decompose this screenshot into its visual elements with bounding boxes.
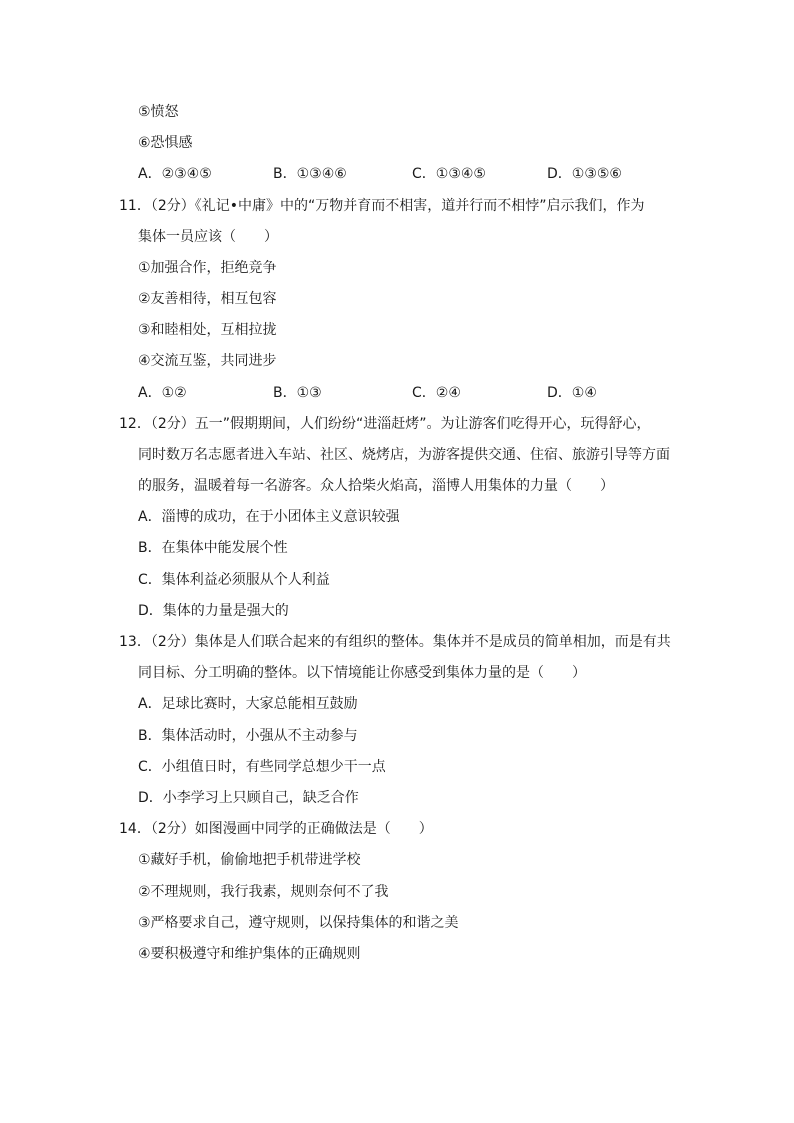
q13-stem-line-2: 同目标、分工明确的整体。以下情境能让你感受到集体力量的是（ ） bbox=[138, 665, 586, 681]
q10-option-b: B．①③④⑥ bbox=[273, 166, 347, 182]
q12-option-d: D．集体的力量是强大的 bbox=[138, 603, 289, 619]
q12-stem-line-1: 12．（2分）五一”假期期间，人们纷纷“进淄赶烤”。为让游客们吃得开心，玩得舒心， bbox=[119, 416, 651, 432]
q11-option-b: B．①③ bbox=[273, 385, 322, 401]
q11-stem-line-1: 11．（2分）《礼记•中庸》中的“万物并育而不相害，道并行而不相悖”启示我们，作为 bbox=[119, 198, 645, 214]
q12-stem-line-2: 同时数万名志愿者进入车站、社区、烧烤店，为游客提供交通、住宿、旅游引导等方面 bbox=[138, 447, 670, 463]
q10-option-c: C．①③④⑤ bbox=[412, 166, 486, 182]
q10-item-6: ⑥恐惧感 bbox=[138, 135, 193, 151]
q14-item-4: ④要积极遵守和维护集体的正确规则 bbox=[138, 946, 361, 962]
q11-stem-line-2: 集体一员应该（ ） bbox=[138, 229, 278, 245]
q13-option-c: C．小组值日时，有些同学总想少干一点 bbox=[138, 759, 386, 775]
q14-item-3: ③严格要求自己，遵守规则，以保持集体的和谐之美 bbox=[138, 915, 459, 931]
q11-item-1: ①加强合作，拒绝竞争 bbox=[138, 260, 277, 276]
q11-option-d: D．①④ bbox=[547, 385, 597, 401]
q13-stem-line-1: 13．（2分）集体是人们联合起来的有组织的整体。集体并不是成员的简单相加，而是有共 bbox=[119, 634, 671, 650]
q14-item-2: ②不理规则，我行我素，规则奈何不了我 bbox=[138, 884, 389, 900]
q13-option-b: B．集体活动时，小强从不主动参与 bbox=[138, 728, 358, 744]
q11-item-3: ③和睦相处，互相拉拢 bbox=[138, 322, 277, 338]
q12-stem-line-3: 的服务，温暖着每一名游客。众人拾柴火焰高，淄博人用集体的力量（ ） bbox=[138, 478, 614, 494]
q14-stem-line-1: 14．（2分）如图漫画中同学的正确做法是（ ） bbox=[119, 821, 433, 837]
q14-item-1: ①藏好手机，偷偷地把手机带进学校 bbox=[138, 852, 361, 868]
q12-option-c: C．集体利益必须服从个人利益 bbox=[138, 572, 330, 588]
q10-option-d: D．①③⑤⑥ bbox=[547, 166, 622, 182]
q11-item-4: ④交流互鉴，共同进步 bbox=[138, 353, 277, 369]
q11-option-a: A．①② bbox=[138, 385, 187, 401]
q13-option-a: A．足球比赛时，大家总能相互鼓励 bbox=[138, 696, 358, 712]
q13-option-d: D．小李学习上只顾自己，缺乏合作 bbox=[138, 790, 359, 806]
q10-option-a: A．②③④⑤ bbox=[138, 166, 212, 182]
q11-item-2: ②友善相待，相互包容 bbox=[138, 291, 277, 307]
q11-option-c: C．②④ bbox=[412, 385, 461, 401]
q10-item-5: ⑤愤怒 bbox=[138, 104, 179, 120]
q12-option-a: A．淄博的成功，在于小团体主义意识较强 bbox=[138, 509, 400, 525]
q12-option-b: B．在集体中能发展个性 bbox=[138, 540, 288, 556]
